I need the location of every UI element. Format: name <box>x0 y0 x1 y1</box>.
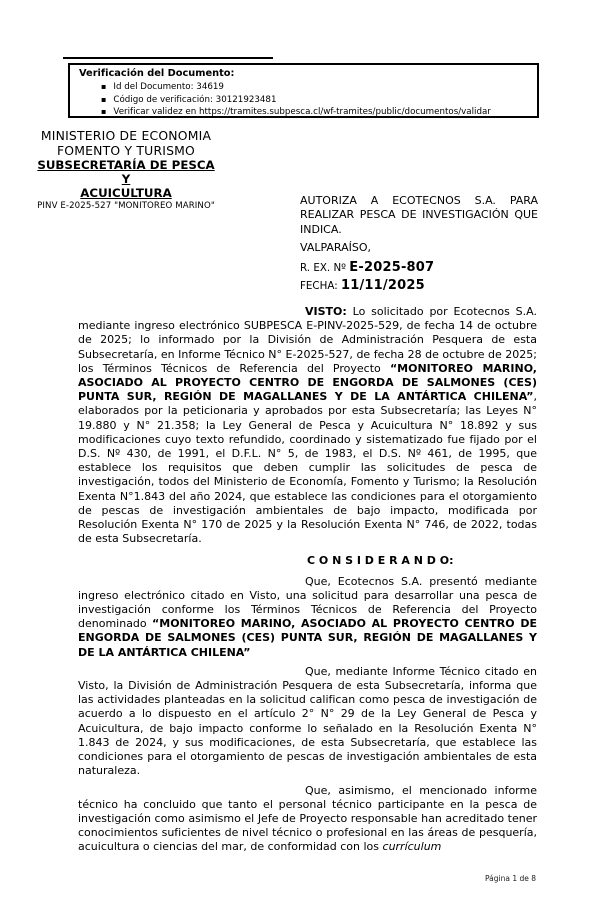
document-body <box>78 305 537 860</box>
considerando-paragraph-2: Que, mediante Informe Técnico citado en Visto, la División de Administración Pesquera de esta Subsecretaría, informa que las actividades planteadas en la solicitud califican como pesca de investigación de acuerdo a lo dispuesto en el artículo 2° N° 29 de la Ley General de Pesca y Acuicultura, de bajo impacto conforme lo señalado en la Resolución Exenta N° 1.843 de 2024, y sus modificaciones, de esta Subsecretaría, que establece las condiciones para el otorgamiento de pescas de investigación ambientales de esta naturaleza. <box>78 664 537 778</box>
ministry-name-line1: MINISTERIO DE ECONOMIA <box>40 128 212 143</box>
visto-paragraph <box>78 305 537 546</box>
subsecretaria-name-line2: ACUICULTURA <box>80 186 172 201</box>
resolution-title-block <box>300 194 538 293</box>
date-prefix: FECHA: <box>300 280 341 293</box>
verification-list <box>101 81 531 119</box>
letterhead <box>34 129 218 212</box>
considerando-p1-text: Que, Ecotecnos S.A. presentó mediante ingreso electrónico citado en Visto, una solicitud para desarrollar una pesca de investigación conforme los Términos Técnicos de Referencia del Proyecto denominado <box>78 574 537 631</box>
considerando-p3-curriculum: currículum <box>382 840 442 854</box>
verification-doc-id: ▪ Id del Documento: 34619 <box>101 81 531 94</box>
considerando-p3-text: Que, asimismo, el mencionado informe técnico ha concluido que tanto el personal técnico participante en la pesca de investigación como asimismo el Jefe de Proyecto responsable han acreditado tener conocimientos suficientes de nivel técnico o profesional en las áreas de pesquería, acuicultura o ciencias del mar, de conformidad con los <box>78 783 537 854</box>
subsecretaria-name-line1: SUBSECRETARÍA DE PESCA Y <box>37 158 215 187</box>
considerando-heading: C O N S I D E R A N D O: <box>307 554 454 568</box>
scan-artifact-line <box>63 57 273 59</box>
page-number-indicator: Página 1 de 8 <box>484 874 536 883</box>
resolution-subject: AUTORIZA A ECOTECNOS S.A. PARA REALIZAR PESCA DE INVESTIGACIÓN QUE INDICA. <box>300 194 538 236</box>
pinv-reference: PINV E-2025-527 "MONITOREO MARINO" <box>37 201 215 212</box>
considerando-paragraph-1 <box>78 575 537 660</box>
ministry-name-line2: FOMENTO Y TURISMO <box>56 142 196 158</box>
verification-box-title: Verificación del Documento: <box>79 68 235 79</box>
visto-text-1: Lo solicitado por Ecotecnos S.A. mediante ingreso electrónico SUBPESCA E-PINV-2025-529, de fecha 14 de octubre de 2025; lo informado por la División de Administración Pesquera de esta Subsecretaría, en Informe Técnico N° E-2025-527, de fecha 28 de octubre de 2025; los Términos Técnicos de Referencia del Proyecto <box>78 305 537 375</box>
date-value: 11/11/2025 <box>340 278 425 294</box>
verification-url: ▪ Verificar validez en https://tramites.subpesca.cl/wf-tramites/public/documentos/validar <box>101 106 531 119</box>
visto-text-2: , elaborados por la peticionaria y aprobados por esta Subsecretaría; las Leyes N° 19.880 y N° 21.358; la Ley General de Pesca y Acuicultura N° 18.892 y sus modificaciones cuyo texto refundido, coordinado y sistematizado fue fijado por el D.S. Nº 430, de 1991, el D.F.L. N° 5, de 1983, el D.S. Nº 461, de 1995, que establece los requisitos que deben cumplir las solicitudes de pesca de investigación, todos del Ministerio de Economía, Fomento y Turismo; la Resolución Exenta N°1.843 del año 2024, que establece las condiciones para el otorgamiento de pescas de investigación ambientales de bajo impacto, modificada por Resolución Exenta N° 170 de 2025 y la Resolución Exenta N° 746, de 2022, todas de esta Subsecretaría. <box>78 390 537 546</box>
city-line: VALPARAÍSO, <box>300 241 372 255</box>
verification-code: ▪ Código de verificación: 30121923481 <box>101 94 531 107</box>
considerando-paragraph-3 <box>78 784 537 855</box>
considerando-p1-project-name: “MONITOREO MARINO, ASOCIADO AL PROYECTO CENTRO DE ENGORDA DE SALMONES (CES) PUNTA SUR, REGIÓN DE MAGALLANES Y DE LA ANTÁRTICA CHILENA” <box>78 617 537 659</box>
visto-label: VISTO: <box>305 305 347 318</box>
verification-box <box>68 63 539 118</box>
date-line <box>300 279 538 293</box>
resolution-number-value: E-2025-807 <box>349 259 435 275</box>
resolution-number-prefix: R. EX. Nº <box>300 261 350 274</box>
visto-project-name: “MONITOREO MARINO, ASOCIADO AL PROYECTO CENTRO DE ENGORDA DE SALMONES (CES) PUNTA SUR, REGIÓN DE MAGALLANES Y DE LA ANTÁRTICA CHILENA” <box>78 361 537 404</box>
resolution-number-line <box>300 261 538 275</box>
